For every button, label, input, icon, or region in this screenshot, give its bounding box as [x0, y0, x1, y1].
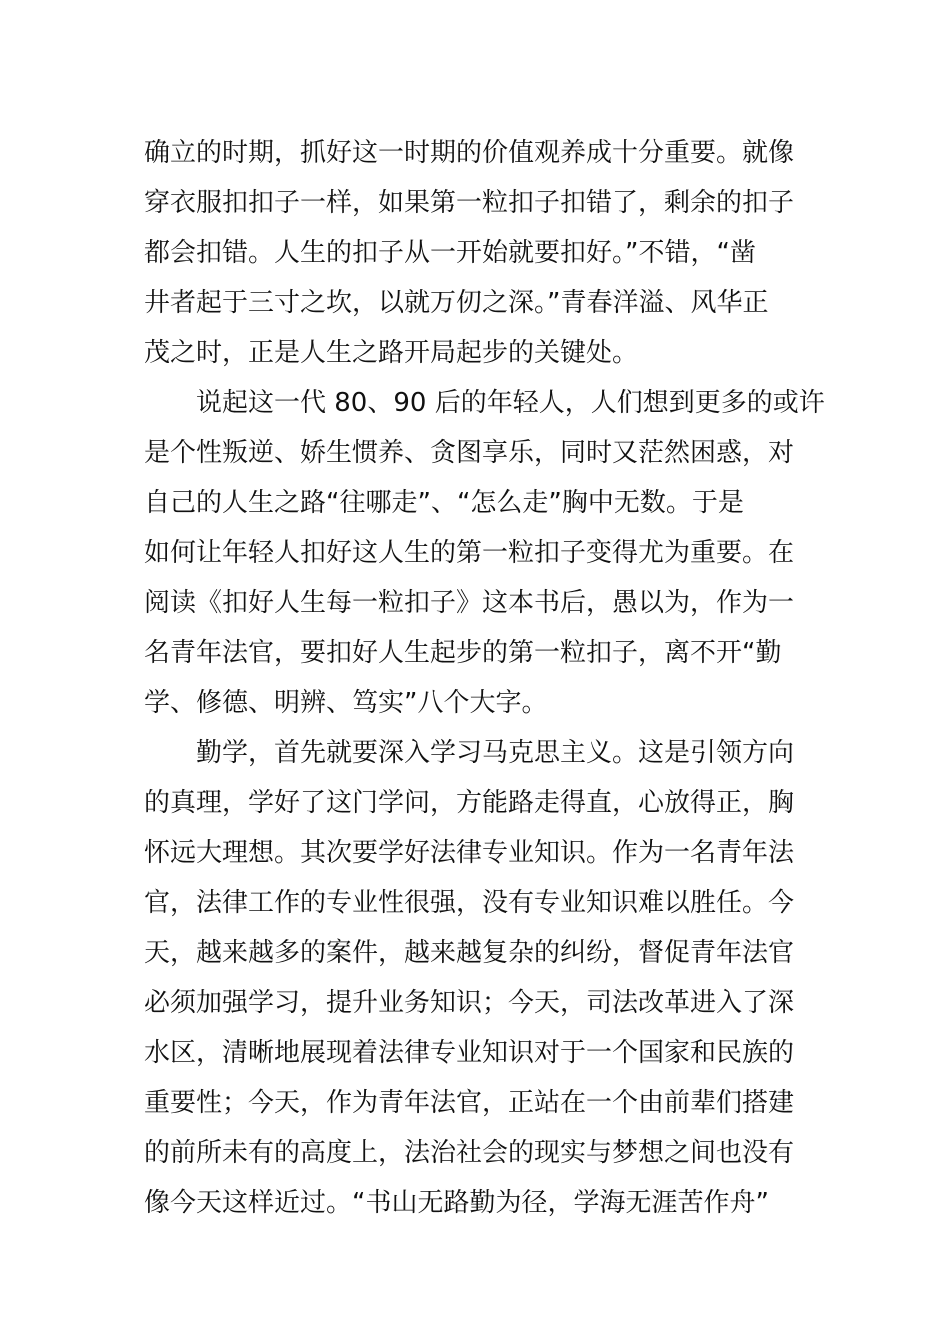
- text-line: 是个性叛逆、娇生惯养、贪图享乐，同时又茫然困惑，对: [144, 438, 795, 468]
- text-line: 都会扣错。人生的扣子从一开始就要扣好。”不错，“凿: [144, 238, 756, 268]
- text-line: 勤学，首先就要深入学习马克思主义。这是引领方向: [196, 738, 795, 768]
- text-line: 如何让年轻人扣好这人生的第一粒扣子变得尤为重要。在: [144, 538, 795, 568]
- text-line: 穿衣服扣扣子一样，如果第一粒扣子扣错了，剩余的扣子: [144, 188, 795, 218]
- text-line: 重要性；今天，作为青年法官，正站在一个由前辈们搭建: [144, 1088, 795, 1118]
- text-line: 官，法律工作的专业性很强，没有专业知识难以胜任。今: [144, 888, 795, 918]
- text-line: 茂之时，正是人生之路开局起步的关键处。: [144, 338, 639, 368]
- text-line: 水区，清晰地展现着法律专业知识对于一个国家和民族的: [144, 1038, 795, 1068]
- paragraph-2: [144, 378, 825, 728]
- text-line: 名青年法官，要扣好人生起步的第一粒扣子，离不开“勤: [144, 638, 782, 668]
- text-line: 必须加强学习，提升业务知识；今天，司法改革进入了深: [144, 988, 795, 1018]
- text-line: 说起这一代 80、90 后的年轻人，人们想到更多的或许: [196, 388, 825, 418]
- paragraph-3: [144, 728, 814, 1228]
- paragraph-1: [144, 128, 814, 378]
- text-line: 学、修德、明辨、笃实”八个大字。: [144, 688, 548, 718]
- text-line: 像今天这样近过。“书山无路勤为径，学海无涯苦作舟”: [144, 1188, 769, 1218]
- text-line: 确立的时期，抓好这一时期的价值观养成十分重要。就像: [144, 138, 795, 168]
- text-line: 的前所未有的高度上，法治社会的现实与梦想之间也没有: [144, 1138, 795, 1168]
- text-line: 井者起于三寸之坎，以就万仞之深。”青春洋溢、风华正: [144, 288, 769, 318]
- body-text: [144, 128, 825, 1228]
- text-line: 怀远大理想。其次要学好法律专业知识。作为一名青年法: [144, 838, 795, 868]
- text-line: 自己的人生之路“往哪走”、“怎么走”胸中无数。于是: [144, 488, 744, 518]
- text-line: 阅读《扣好人生每一粒扣子》这本书后，愚以为，作为一: [144, 588, 795, 618]
- text-line: 天，越来越多的案件，越来越复杂的纠纷，督促青年法官: [144, 938, 795, 968]
- text-line: 的真理，学好了这门学问，方能路走得直，心放得正，胸: [144, 788, 795, 818]
